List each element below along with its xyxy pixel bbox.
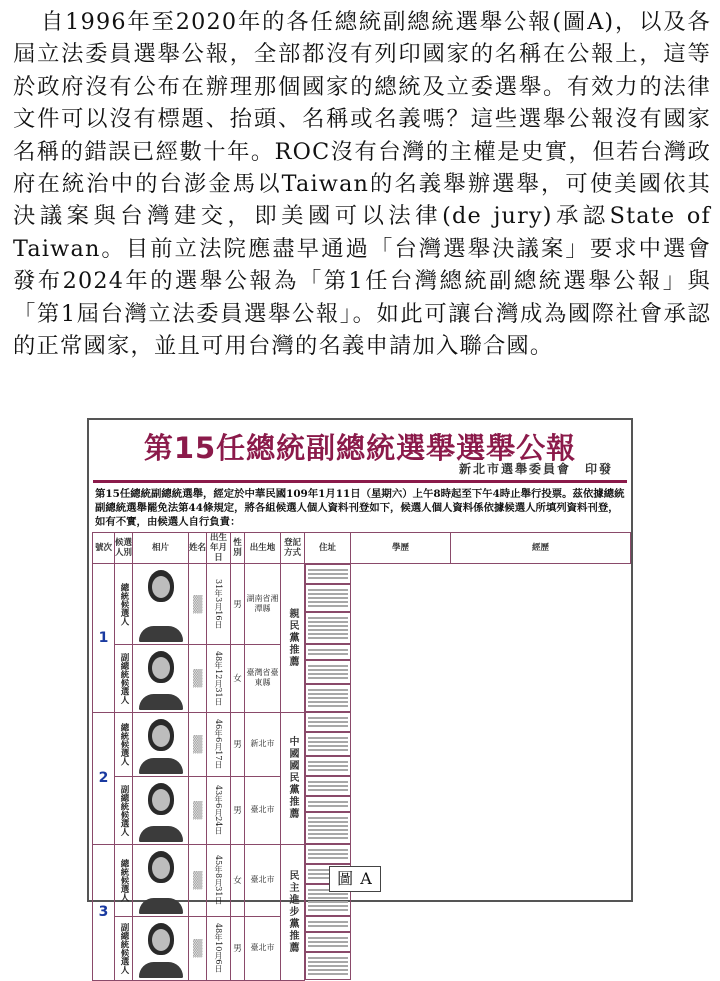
education-fine-print: [305, 584, 351, 612]
candidate-name-redacted: ▒▒▒: [189, 712, 207, 776]
header-cell: 相片: [133, 533, 189, 564]
candidate-table: [92, 532, 631, 981]
party-nomination: 中國國民黨推薦: [281, 712, 305, 844]
candidate-name-redacted: ▒▒▒: [189, 776, 207, 844]
header-cell: 經歷: [451, 533, 631, 564]
sex: 女: [231, 844, 245, 916]
candidate-photo: [133, 712, 189, 776]
candidate-role: 副總統候選人: [115, 644, 133, 712]
header-cell: 出生地: [245, 533, 281, 564]
sex: 男: [231, 564, 245, 645]
birth-date: 48年10月6日: [207, 916, 231, 980]
article-paragraph: 自1996年至2020年的各任總統副總統選舉公報(圖A)，以及各屆立法委員選舉公報，全部都沒有列印國家的名稱在公報上，這等於政府沒有公布在辦理那個國家的總統及立委選舉。有效力的法律文件可以沒有標題、抬頭、名稱或名義嗎？這些選舉公報沒有國家名稱的錯誤已經數十年。ROC沒有台灣的主權是史實，但若台灣政府在統治中的台澎金馬以Taiwan的名義舉辦選舉，可使美國依其決議案與台灣建交，即美國可以法律(de jury)承認State of Taiwan。目前立法院應盡早通過「台灣選舉決議案」要求中選會發布2024年的選舉公報為「第1任台灣總統副總統選舉公報」與「第1屆台灣立法委員選舉公報」。如此可讓台灣成為國際社會承認的正常國家，並且可用台灣的名義申請加入聯合國。: [13, 9, 711, 360]
candidate-role: 副總統候選人: [115, 776, 133, 844]
birthplace: 臺北市: [245, 776, 281, 844]
candidate-photo: [133, 844, 189, 916]
table-header-row: [93, 533, 631, 564]
candidate-role: 總統候選人: [115, 564, 133, 645]
sex: 男: [231, 776, 245, 844]
birthplace: 臺灣省臺東縣: [245, 644, 281, 712]
address-fine-print: [305, 564, 351, 584]
birth-date: 43年6月24日: [207, 776, 231, 844]
bulletin-title: 第15任總統副總統選舉選舉公報: [143, 431, 577, 465]
candidate-name-redacted: ▒▒▒: [189, 564, 207, 645]
birth-date: 46年6月17日: [207, 712, 231, 776]
header-cell: 姓名: [189, 533, 207, 564]
address-fine-print: [305, 712, 351, 732]
header-cell: 性別: [231, 533, 245, 564]
bulletin-header: [89, 420, 631, 482]
candidate-role: 總統候選人: [115, 844, 133, 916]
candidate-name-redacted: ▒▒▒: [189, 644, 207, 712]
table-row: [93, 712, 631, 776]
header-cell: 住址: [305, 533, 351, 564]
experience-fine-print: [305, 612, 351, 644]
experience-fine-print: [305, 684, 351, 712]
table-row: [93, 776, 631, 844]
group-number: 3: [93, 844, 115, 980]
address-fine-print: [305, 644, 351, 660]
header-cell: 候選人別: [115, 533, 133, 564]
education-fine-print: [305, 732, 351, 756]
header-cell: 學歷: [351, 533, 451, 564]
birthplace: 新北市: [245, 712, 281, 776]
birth-date: 48年12月31日: [207, 644, 231, 712]
party-nomination: 親民黨推薦: [281, 564, 305, 713]
table-row: [93, 916, 631, 980]
candidate-name-redacted: ▒▒▒: [189, 844, 207, 916]
address-fine-print: [305, 776, 351, 796]
sex: 男: [231, 712, 245, 776]
experience-fine-print: [305, 952, 351, 980]
experience-fine-print: [305, 812, 351, 844]
birth-date: 31年3月16日: [207, 564, 231, 645]
party-nomination: 民主進步黨推薦: [281, 844, 305, 980]
address-fine-print: [305, 916, 351, 932]
header-cell: 號次: [93, 533, 115, 564]
education-fine-print: [305, 660, 351, 684]
candidate-role: 副總統候選人: [115, 916, 133, 980]
sex: 男: [231, 916, 245, 980]
education-fine-print: [305, 796, 351, 812]
candidate-photo: [133, 776, 189, 844]
election-bulletin-figure: [87, 418, 633, 974]
candidate-photo: [133, 916, 189, 980]
experience-fine-print: [305, 756, 351, 776]
group-number: 2: [93, 712, 115, 844]
candidate-photo: [133, 644, 189, 712]
header-cell: 登記方式: [281, 533, 305, 564]
birthplace: 臺北市: [245, 916, 281, 980]
title-divider: [93, 480, 627, 483]
address-fine-print: [305, 844, 351, 864]
header-cell: 出生年月日: [207, 533, 231, 564]
birth-date: 45年8月31日: [207, 844, 231, 916]
table-row: [93, 644, 631, 712]
sex: 女: [231, 644, 245, 712]
bulletin-issuer: 新北市選舉委員會 印發: [458, 462, 613, 476]
education-fine-print: [305, 932, 351, 952]
figure-label: 圖 A: [329, 866, 381, 892]
table-row: [93, 564, 631, 645]
candidate-name-redacted: ▒▒▒: [189, 916, 207, 980]
birthplace: 臺北市: [245, 844, 281, 916]
candidate-photo: [133, 564, 189, 645]
bulletin-intro: 第15任總統副總統選舉，經定於中華民國109年1月11日（星期六）上午8時起至下午4時止舉行投票。茲依據總統副總統選舉罷免法第44條規定，將各組候選人個人資料刊登如下，候選人個人資料係依據候選人所填列資料刊登，如有不實，由候選人自行負責：: [95, 488, 625, 528]
candidate-role: 總統候選人: [115, 712, 133, 776]
birthplace: 湖南省湘潭縣: [245, 564, 281, 645]
group-number: 1: [93, 564, 115, 713]
